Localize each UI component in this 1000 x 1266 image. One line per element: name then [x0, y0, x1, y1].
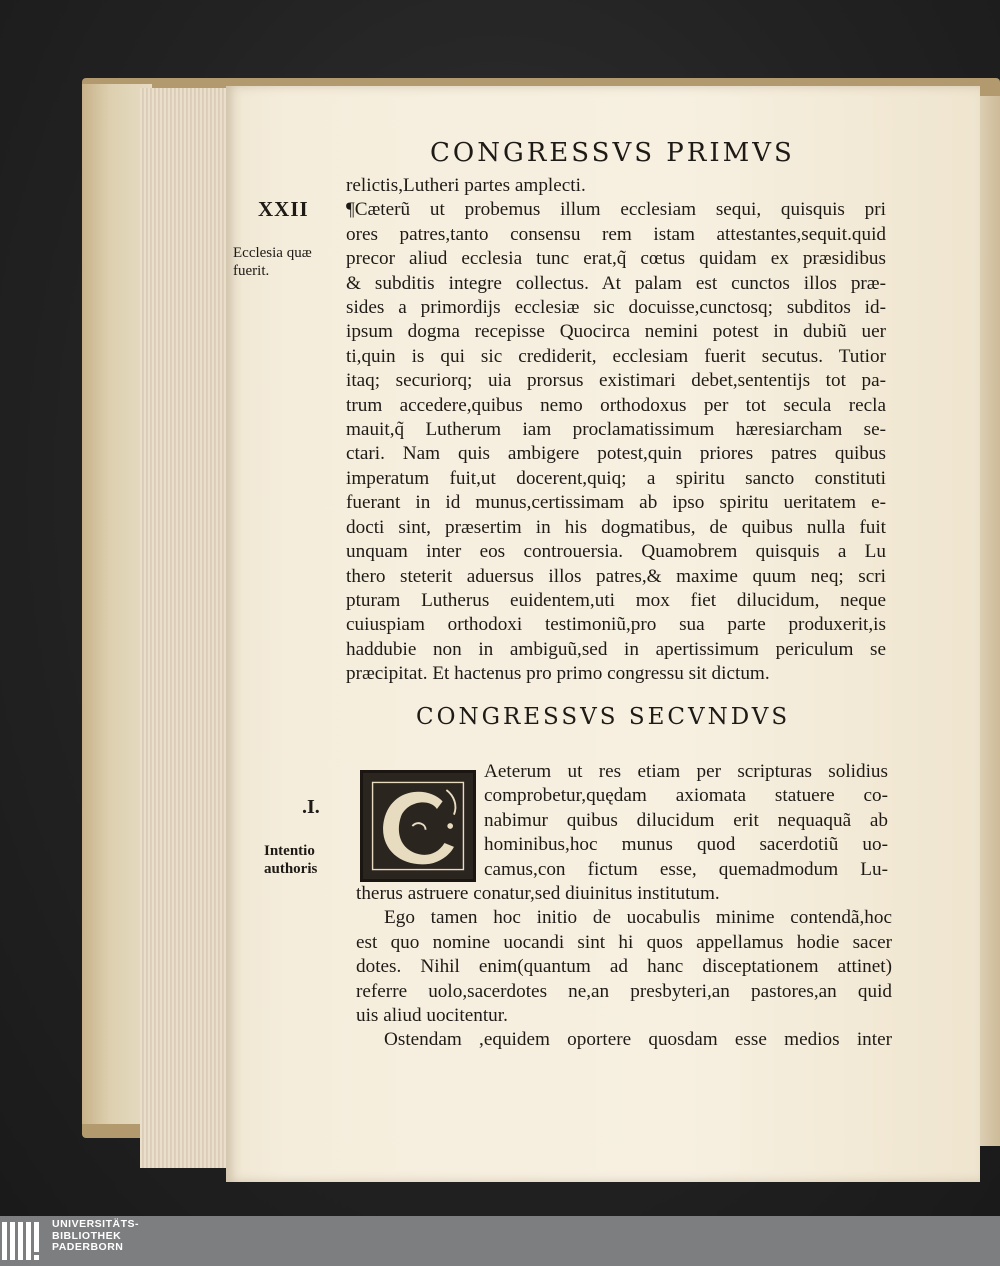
- text-line: unquam inter eos controuersia. Quamobrem quisquis a Lu: [346, 541, 886, 563]
- text-line: itaq; securiorq; uia prorsus existimari debet,sententijs tot pa-: [346, 370, 886, 392]
- page-stack-edges: [140, 88, 240, 1168]
- library-name-line: PADERBORN: [52, 1241, 124, 1253]
- margin-note-line: authoris: [264, 861, 318, 877]
- text-line: Ostendam ,equidem oportere quosdam esse medios inter: [384, 1029, 892, 1051]
- footer-bar: [0, 1216, 1000, 1266]
- text-line: ¶Cæterũ ut probemus illum ecclesiam sequi, quisquis pri: [346, 199, 886, 221]
- library-name-line: UNIVERSITÄTS-: [52, 1218, 140, 1230]
- text-line: haddubie non in ambiguũ,sed in apertissimum periculum se: [346, 638, 886, 660]
- section-number-xxii: XXII: [258, 197, 309, 221]
- text-line: comprobetur,quędam axiomata statuere co-: [484, 785, 888, 807]
- text-line: fuerant in id munus,certissimam ab ipso spiritu ueritatem e-: [346, 492, 886, 514]
- text-line: sides a primordijs ecclesiæ sic docuisse,cunctosq; subditos id-: [346, 297, 886, 319]
- margin-note-line: fuerit.: [233, 263, 270, 279]
- text-line: therus astruere conatur,sed diuinitus institutum.: [356, 883, 720, 904]
- text-line: hominibus,hoc munus quod sacerdotiũ uo-: [484, 834, 888, 856]
- university-library-logo-icon: [0, 1218, 48, 1264]
- text-line: trum accedere,quibus nemo orthodoxus per tot secula recla: [346, 394, 886, 416]
- text-line: præcipitat. Et hactenus pro primo congressu sit dictum.: [346, 663, 770, 685]
- library-name: [52, 1219, 139, 1254]
- margin-note-line: Ecclesia quæ: [233, 245, 312, 261]
- library-name-line: BIBLIOTHEK: [52, 1229, 122, 1242]
- text-line: referre uolo,sacerdotes ne,an presbyteri,an pastores,an quid: [356, 980, 892, 1002]
- text-line: ti,quin is qui sic crediderit, ecclesiam fuerit secutus. Tutior: [346, 345, 886, 367]
- text-line: est quo nomine uocandi sint hi quos appellamus hodie sacer: [356, 931, 892, 953]
- section-number-i: .I.: [302, 796, 320, 818]
- woodcut-initial-icon: [363, 773, 473, 879]
- text-line: uis aliud uocitentur.: [356, 1005, 508, 1027]
- running-head: CONGRESSVS PRIMVS: [430, 138, 795, 168]
- text-line: cuiuspiam orthodoxi testimoniũ,pro sua parte produxerit,is: [346, 614, 886, 636]
- text-line: pturam Lutherus euidentem,uti mox fiet dilucidum, neque: [346, 589, 886, 611]
- text-line: Ego tamen hoc initio de uocabulis minime contendã,hoc: [384, 907, 892, 929]
- body-text-secundus-opening: [484, 760, 888, 882]
- section-heading-congressus-secundus: CONGRESSVS SECVNDVS: [416, 704, 791, 730]
- text-line: & subditis integre collectus. At palam est cunctos illos præ-: [346, 272, 886, 294]
- text-line: thero steterit aduersus illos patres,& maxime quum neq; scri: [346, 565, 886, 587]
- text-line: mauit,q̃ Lutherum iam proclamatissimum hæresiarcham se-: [346, 419, 886, 441]
- text-line: ctari. Nam quis ambigere potest,quin priores patres quibus: [346, 443, 886, 465]
- margin-note-line: Intentio: [264, 843, 315, 859]
- text-line: dotes. Nihil enim(quantum ad hanc disceptationem attinet): [356, 956, 892, 978]
- margin-note-intentio: [264, 842, 354, 878]
- text-line: nabimur quibus dilucidum erit nequaquã ab: [484, 809, 888, 831]
- body-text-congressus-primus: [346, 174, 886, 687]
- text-line: camus,con fictum esse, quemadmodum Lu-: [484, 858, 888, 880]
- body-text-secundus: [356, 882, 892, 1053]
- woodcut-initial-c: [360, 770, 476, 882]
- text-line: ipsum dogma recepisse Quocirca nemini potest in dubiũ uer: [346, 321, 886, 343]
- text-line: ores patres,tanto consensu rem istam attestantes,sequit.quid: [346, 223, 886, 245]
- text-line: docti sint, præsertim in his dogmatibus, de quibus nulla fuit: [346, 516, 886, 538]
- text-line: relictis,Lutheri partes amplecti.: [346, 175, 586, 196]
- text-line: imperatum fuit,ut docerent,quiq; a spiritu sancto constituti: [346, 467, 886, 489]
- margin-note-ecclesia: [233, 244, 343, 280]
- text-line: precor aliud ecclesia tunc erat,q̃ cœtus quidam ex præsidibus: [346, 248, 886, 270]
- text-line: Aeterum ut res etiam per scripturas solidius: [484, 761, 888, 782]
